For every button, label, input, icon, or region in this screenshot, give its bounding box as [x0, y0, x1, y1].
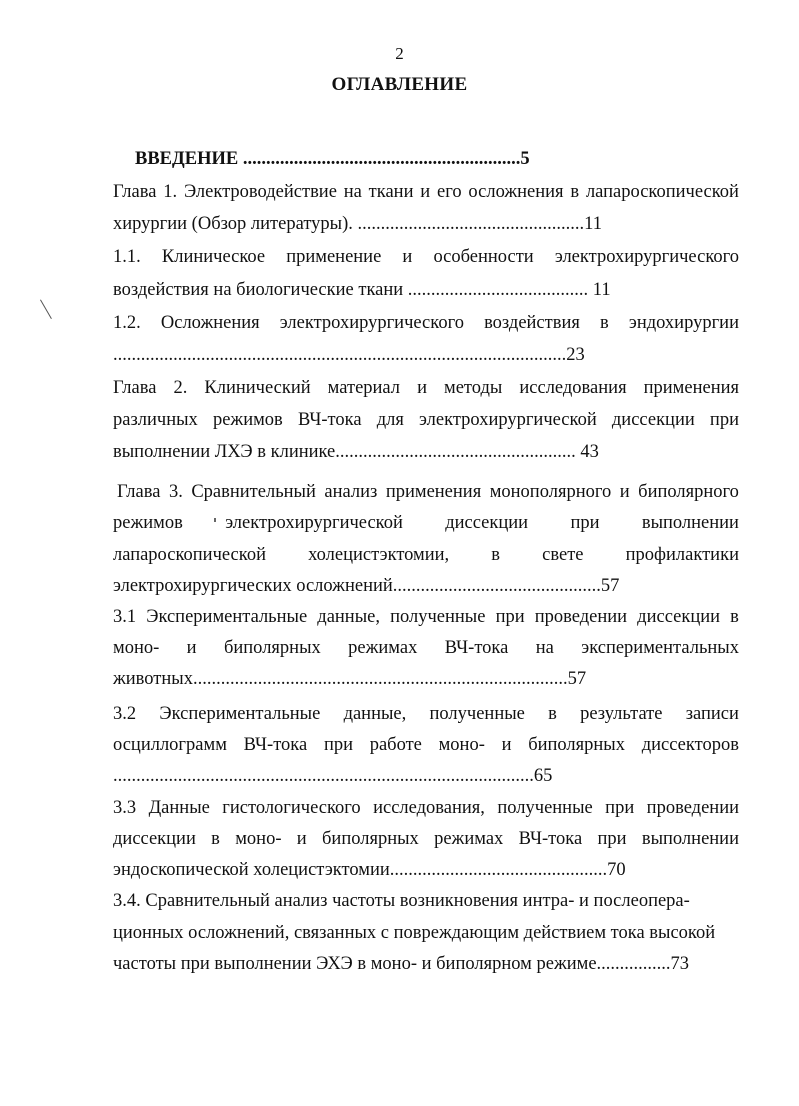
toc-word: 3.2 [113, 704, 137, 724]
toc-word: исследования [519, 378, 627, 398]
toc-word: диссекции [445, 513, 529, 533]
toc-word: данные, [317, 607, 380, 627]
toc-word: на [343, 182, 362, 202]
page-number: 2 [395, 44, 404, 63]
toc-word: применения [385, 482, 482, 502]
toc-word: режимах [348, 638, 418, 658]
toc-word: полученные [497, 798, 593, 818]
toc-s33-line3[interactable]: эндоскопической холецистэктомии...............................................70 [113, 860, 626, 880]
toc-word: и [420, 182, 431, 202]
toc-intro[interactable]: ВВЕДЕНИЕ ............................................................5 [135, 149, 530, 169]
toc-word: в [570, 182, 580, 202]
toc-ch3-line4[interactable]: электрохирургических осложнений.............................................57 [113, 576, 620, 596]
toc-word: применения [643, 378, 739, 398]
toc-word: материал [327, 378, 401, 398]
toc-word: в [600, 313, 609, 333]
toc-s11-line2[interactable]: воздействия на биологические ткани ....................................... 11 [113, 280, 611, 300]
toc-word: 3. [168, 482, 183, 502]
toc-word: 1. [163, 182, 178, 202]
scan-mark [40, 300, 52, 320]
toc-word: 1.1. [113, 247, 141, 267]
toc-word: 2. [173, 378, 188, 398]
toc-s34-line3[interactable]: частоты при выполнении ЭХЭ в моно- и биполярном режиме................73 [113, 954, 690, 974]
toc-ch2-line2[interactable] [113, 409, 739, 431]
toc-word: записи [685, 704, 739, 724]
toc-s33-line2[interactable] [113, 828, 739, 850]
toc-s31-line1[interactable] [113, 606, 739, 628]
toc-ch3-line2[interactable] [113, 512, 739, 534]
toc-word: и [619, 482, 630, 502]
toc-word: биполярных [223, 638, 321, 658]
toc-word: осложнения [468, 182, 564, 202]
toc-s34-line1[interactable]: 3.4. Сравнительный анализ частоты возникновения интра- и послеопера- [113, 891, 690, 911]
toc-word: режимов [212, 410, 283, 430]
toc-word: эндохирургии [628, 313, 739, 333]
toc-word: лапароскопической [113, 545, 266, 565]
toc-word: результате [580, 704, 663, 724]
toc-s32-line3[interactable]: ...........................................................................................65 [113, 766, 553, 786]
toc-word: в [211, 829, 220, 849]
toc-word: Электроводействие [183, 182, 337, 202]
toc-word: и [417, 378, 427, 398]
toc-ch2-line3[interactable]: выполнении ЛХЭ в клинике.................................................... 43 [113, 442, 599, 462]
toc-word: 3.3 [113, 798, 137, 818]
page-title: ОГЛАВЛЕНИЕ [331, 74, 468, 95]
toc-word: Глава [113, 378, 157, 398]
toc-word: 1.2. [113, 313, 141, 333]
toc-word: воздействия [484, 313, 580, 333]
toc-s12-line1[interactable] [113, 312, 739, 334]
toc-word: биполярных [322, 829, 419, 849]
toc-word: Экспериментальные [146, 607, 308, 627]
toc-word: электрохирургической [419, 410, 597, 430]
toc-ch3-line1[interactable] [117, 481, 739, 503]
toc-word: диссекции [611, 410, 695, 430]
toc-word: Клинический [204, 378, 311, 398]
toc-word: Клиническое [161, 247, 266, 267]
toc-word: проведении [534, 607, 628, 627]
toc-word: холецистэктомии, [308, 545, 450, 565]
toc-s11-line1[interactable] [113, 246, 739, 268]
toc-s32-line2[interactable] [113, 734, 739, 756]
toc-word: в [491, 545, 501, 565]
toc-word: полученные [390, 607, 486, 627]
toc-word: при [597, 829, 627, 849]
toc-word: при [709, 410, 739, 430]
toc-s12-line2[interactable]: ..................................................................................................23 [113, 345, 585, 365]
toc-word: в [730, 607, 739, 627]
toc-word: экспериментальных [581, 638, 739, 658]
toc-word: в [548, 704, 557, 724]
toc-word: ВЧ-тока [518, 829, 583, 849]
toc-ch1-line1[interactable] [113, 181, 739, 203]
toc-word: гистологического [222, 798, 361, 818]
toc-word: полученные [429, 704, 525, 724]
toc-word: Глава [113, 182, 157, 202]
toc-word: методы [444, 378, 503, 398]
toc-ch1-line2[interactable]: хирургии (Обзор литературы). .................................................11 [113, 214, 602, 234]
toc-word: данные, [343, 704, 407, 724]
toc-word: ВЧ-тока [297, 410, 362, 430]
toc-word: ВЧ-тока [444, 638, 509, 658]
toc-word: осциллограмм [113, 735, 227, 755]
toc-word: Осложнения [160, 313, 260, 333]
toc-word: электрохирургического [279, 313, 464, 333]
toc-word: проведении [646, 798, 739, 818]
toc-word: при [323, 735, 353, 755]
toc-word: исследования, [373, 798, 485, 818]
toc-word: биполярных [528, 735, 625, 755]
toc-word: диссекции [113, 829, 196, 849]
toc-s34-line2[interactable]: ционных осложнений, связанных с повреждающим действием тока высокой [113, 923, 716, 943]
toc-word: анализ [324, 482, 378, 502]
toc-word: электрохирургической [225, 513, 403, 533]
toc-word: моно- [438, 735, 485, 755]
toc-word: и [402, 247, 413, 267]
toc-word: при [605, 798, 635, 818]
toc-word: электрохирургического [554, 247, 739, 267]
toc-word: Экспериментальные [159, 704, 321, 724]
toc-word: особенности [433, 247, 534, 267]
toc-word: режимов [113, 513, 183, 533]
toc-word: его [437, 182, 462, 202]
toc-word: режимах [434, 829, 504, 849]
toc-word: моно- [113, 638, 160, 658]
toc-word: работе [369, 735, 422, 755]
toc-word: профилактики [625, 545, 739, 565]
toc-word: на [535, 638, 554, 658]
toc-word: и [186, 638, 197, 658]
toc-word: монополярного [489, 482, 612, 502]
toc-s33-line1[interactable] [113, 797, 739, 819]
toc-word: выполнении [641, 829, 739, 849]
toc-word: диссекции [637, 607, 721, 627]
toc-word: свете [542, 545, 584, 565]
toc-word: применение [286, 247, 382, 267]
toc-word: Данные [148, 798, 210, 818]
toc-word: ткани [368, 182, 414, 202]
toc-s31-line3[interactable]: животных.................................................................................57 [113, 669, 587, 689]
toc-word: при [570, 513, 600, 533]
toc-word: лапароскопической [585, 182, 739, 202]
toc-word: и [296, 829, 307, 849]
toc-word: и [501, 735, 512, 755]
toc-ch2-line1[interactable] [113, 377, 739, 399]
toc-ch3-line3[interactable] [113, 544, 739, 566]
toc-word: моно- [235, 829, 282, 849]
toc-word: при [495, 607, 525, 627]
toc-word: биполярного [638, 482, 739, 502]
toc-word: для [376, 410, 404, 430]
toc-word: диссекторов [641, 735, 739, 755]
toc-word: Глава [117, 482, 161, 502]
toc-word: ВЧ-тока [243, 735, 308, 755]
toc-s31-line2[interactable] [113, 637, 739, 659]
toc-word: Сравнительный [191, 482, 316, 502]
toc-word: различных [113, 410, 198, 430]
toc-word: выполнении [641, 513, 739, 533]
toc-s32-line1[interactable] [113, 703, 739, 725]
toc-word: 3.1 [113, 607, 137, 627]
